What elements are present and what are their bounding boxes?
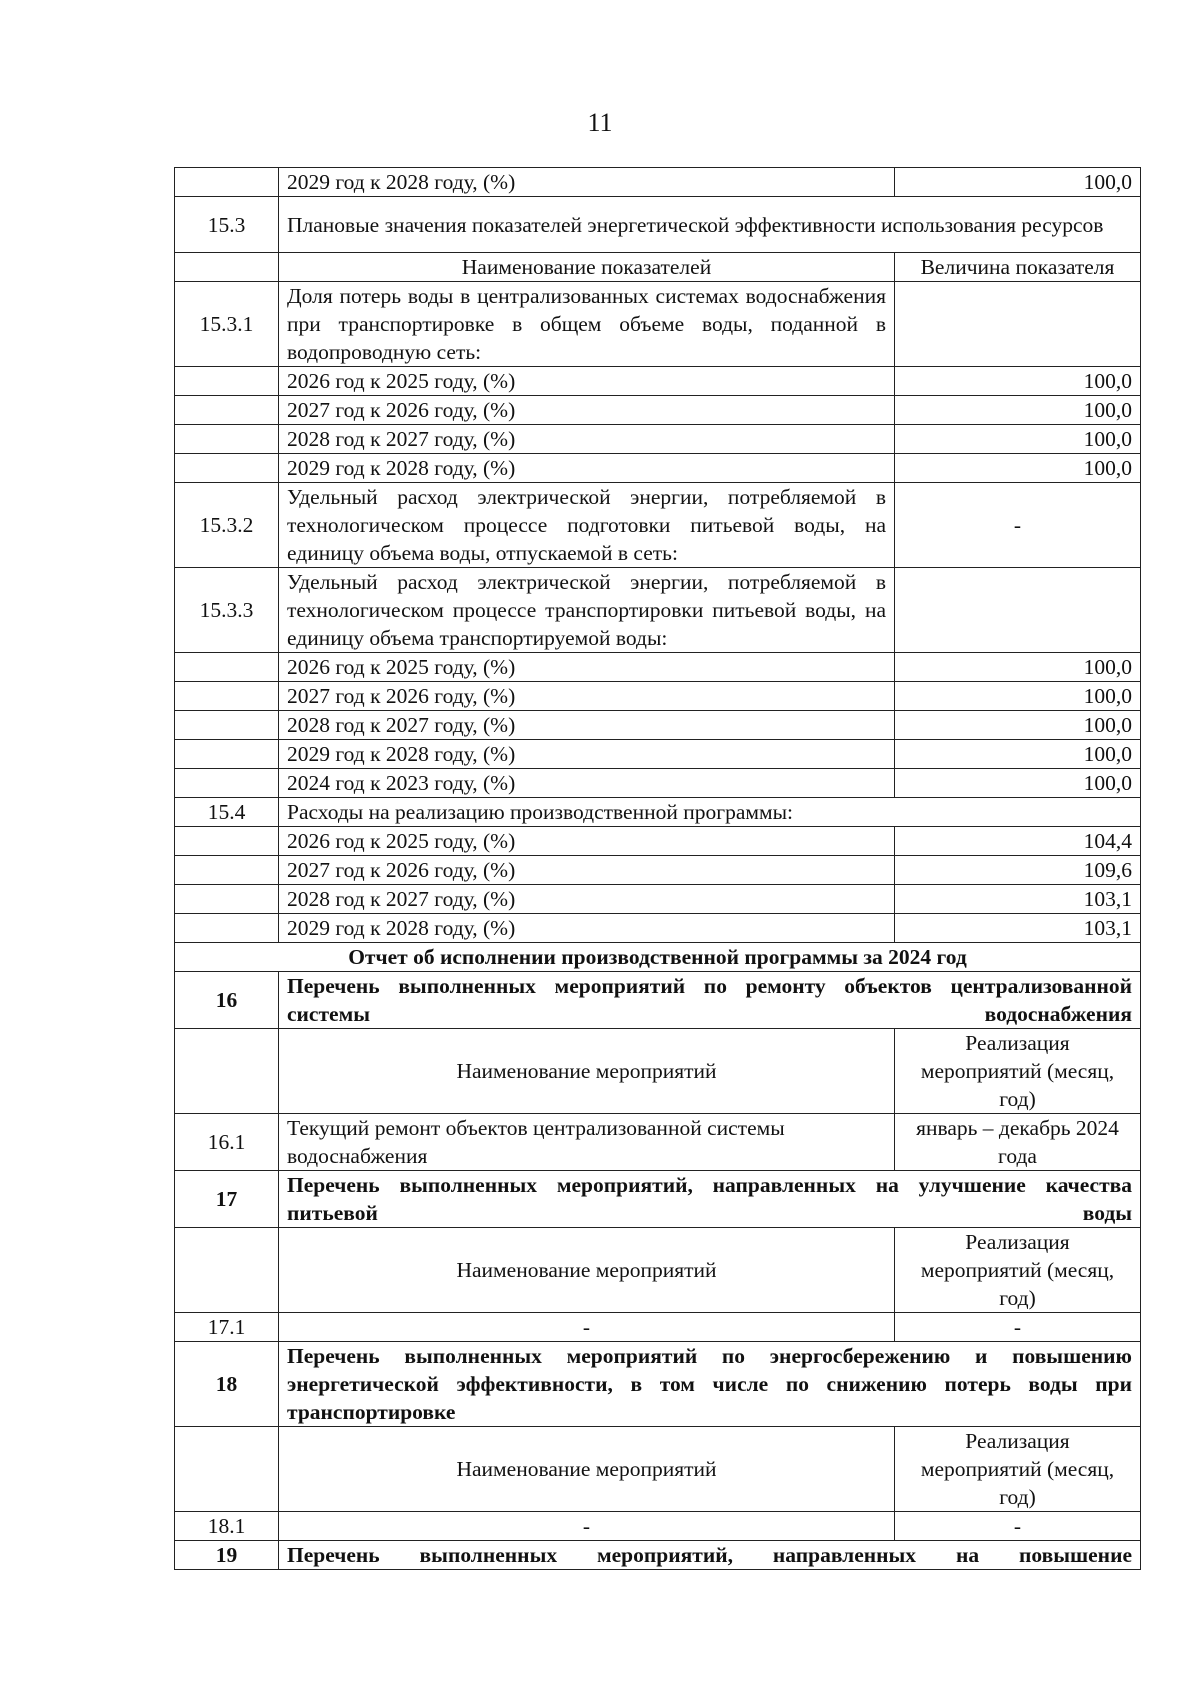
section-number: 15.3 xyxy=(175,197,279,253)
header-row xyxy=(175,253,1141,282)
indicator-value xyxy=(895,282,1141,367)
row-label: 2026 год к 2025 году, (%) xyxy=(279,653,895,682)
table-row xyxy=(175,653,1141,682)
row-number-cell xyxy=(175,914,279,943)
table-row xyxy=(175,827,1141,856)
indicator-number: 15.3.3 xyxy=(175,568,279,653)
section-title: Расходы на реализацию производственной программы: xyxy=(279,798,1141,827)
column-header-value: Величина показателя xyxy=(895,253,1141,282)
row-number-cell xyxy=(175,1427,279,1512)
row-number-cell xyxy=(175,396,279,425)
measure-number: 18.1 xyxy=(175,1512,279,1541)
report-title: Отчет об исполнении производственной программы за 2024 год xyxy=(175,943,1141,972)
row-label: 2028 год к 2027 году, (%) xyxy=(279,885,895,914)
section-row xyxy=(175,798,1141,827)
column-header-name: Наименование мероприятий xyxy=(279,1029,895,1114)
row-value: 100,0 xyxy=(895,454,1141,483)
header-row xyxy=(175,1427,1141,1512)
section-number: 17 xyxy=(175,1171,279,1228)
section-title: Перечень выполненных мероприятий по ремонту объектов централизованной системы водоснабжения xyxy=(279,972,1141,1029)
table-row xyxy=(175,856,1141,885)
section-title: Перечень выполненных мероприятий, направленных на улучшение качества питьевой воды xyxy=(279,1171,1141,1228)
row-label: 2028 год к 2027 году, (%) xyxy=(279,425,895,454)
row-number-cell xyxy=(175,653,279,682)
row-value: 100,0 xyxy=(895,653,1141,682)
indicator-value: - xyxy=(895,483,1141,568)
table-row xyxy=(175,396,1141,425)
row-label: 2028 год к 2027 году, (%) xyxy=(279,711,895,740)
program-table xyxy=(174,167,1141,1570)
measure-number: 16.1 xyxy=(175,1114,279,1171)
indicator-number: 15.3.2 xyxy=(175,483,279,568)
indicator-row xyxy=(175,568,1141,653)
section-number: 18 xyxy=(175,1342,279,1427)
table-row xyxy=(175,682,1141,711)
measure-text: - xyxy=(279,1313,895,1342)
row-number-cell xyxy=(175,740,279,769)
row-number-cell xyxy=(175,425,279,454)
measure-text: Текущий ремонт объектов централизованной системы водоснабжения xyxy=(279,1114,895,1171)
indicator-text: Доля потерь воды в централизованных системах водоснабжения при транспортировке в общем объеме воды, поданной в водопроводную сеть: xyxy=(279,282,895,367)
section-title: Перечень выполненных мероприятий, направленных на повышение xyxy=(279,1541,1141,1570)
row-label: 2027 год к 2026 году, (%) xyxy=(279,856,895,885)
row-value: 103,1 xyxy=(895,914,1141,943)
indicator-number: 15.3.1 xyxy=(175,282,279,367)
section-row xyxy=(175,1342,1141,1427)
row-value: 104,4 xyxy=(895,827,1141,856)
measure-number: 17.1 xyxy=(175,1313,279,1342)
row-label: 2029 год к 2028 году, (%) xyxy=(279,914,895,943)
row-label: 2026 год к 2025 году, (%) xyxy=(279,367,895,396)
row-label: 2029 год к 2028 году, (%) xyxy=(279,168,895,197)
indicator-text: Удельный расход электрической энергии, потребляемой в технологическом процессе подготовки питьевой воды, на единицу объема воды, отпускаемой в сеть: xyxy=(279,483,895,568)
row-label: 2029 год к 2028 году, (%) xyxy=(279,454,895,483)
table-row xyxy=(175,885,1141,914)
indicator-text: Удельный расход электрической энергии, потребляемой в технологическом процессе транспортировки питьевой воды, на единицу объема транспортируемой воды: xyxy=(279,568,895,653)
page-number: 11 xyxy=(587,108,613,137)
measure-period: - xyxy=(895,1313,1141,1342)
row-value: 100,0 xyxy=(895,367,1141,396)
section-row xyxy=(175,1541,1141,1570)
row-value: 103,1 xyxy=(895,885,1141,914)
row-value: 100,0 xyxy=(895,740,1141,769)
row-label: 2027 год к 2026 году, (%) xyxy=(279,682,895,711)
table-row xyxy=(175,454,1141,483)
section-row xyxy=(175,197,1141,253)
table-row xyxy=(175,769,1141,798)
header-row xyxy=(175,1228,1141,1313)
column-header-implementation: Реализация мероприятий (месяц, год) xyxy=(895,1228,1141,1313)
row-number-cell xyxy=(175,168,279,197)
table-row xyxy=(175,425,1141,454)
row-label: 2027 год к 2026 году, (%) xyxy=(279,396,895,425)
section-row xyxy=(175,972,1141,1029)
row-number-cell xyxy=(175,1228,279,1313)
measure-row xyxy=(175,1512,1141,1541)
row-label: 2029 год к 2028 году, (%) xyxy=(279,740,895,769)
row-number-cell xyxy=(175,769,279,798)
row-number-cell xyxy=(175,682,279,711)
row-value: 100,0 xyxy=(895,769,1141,798)
column-header-implementation: Реализация мероприятий (месяц, год) xyxy=(895,1029,1141,1114)
row-number-cell xyxy=(175,856,279,885)
row-value: 100,0 xyxy=(895,711,1141,740)
column-header-name: Наименование показателей xyxy=(279,253,895,282)
row-value: 109,6 xyxy=(895,856,1141,885)
table-row xyxy=(175,711,1141,740)
section-number: 19 xyxy=(175,1541,279,1570)
indicator-row xyxy=(175,483,1141,568)
section-number: 16 xyxy=(175,972,279,1029)
measure-row xyxy=(175,1114,1141,1171)
measure-period: - xyxy=(895,1512,1141,1541)
row-number-cell xyxy=(175,711,279,740)
row-number-cell xyxy=(175,454,279,483)
row-value: 100,0 xyxy=(895,682,1141,711)
row-value: 100,0 xyxy=(895,396,1141,425)
row-label: 2024 год к 2023 году, (%) xyxy=(279,769,895,798)
section-number: 15.4 xyxy=(175,798,279,827)
header-row xyxy=(175,1029,1141,1114)
table-row xyxy=(175,168,1141,197)
table-row xyxy=(175,914,1141,943)
table-row xyxy=(175,740,1141,769)
row-number-cell xyxy=(175,367,279,396)
column-header-implementation: Реализация мероприятий (месяц, год) xyxy=(895,1427,1141,1512)
row-number-cell xyxy=(175,1029,279,1114)
indicator-row xyxy=(175,282,1141,367)
row-number-cell xyxy=(175,885,279,914)
measure-text: - xyxy=(279,1512,895,1541)
column-header-name: Наименование мероприятий xyxy=(279,1228,895,1313)
column-header-name: Наименование мероприятий xyxy=(279,1427,895,1512)
measure-row xyxy=(175,1313,1141,1342)
table-row xyxy=(175,367,1141,396)
row-value: 100,0 xyxy=(895,168,1141,197)
measure-period: январь – декабрь 2024 года xyxy=(895,1114,1141,1171)
row-number-cell xyxy=(175,253,279,282)
report-title-row xyxy=(175,943,1141,972)
section-row xyxy=(175,1171,1141,1228)
section-title: Плановые значения показателей энергетической эффективности использования ресурсов xyxy=(279,197,1141,253)
row-number-cell xyxy=(175,827,279,856)
row-value: 100,0 xyxy=(895,425,1141,454)
section-title: Перечень выполненных мероприятий по энергосбережению и повышению энергетической эффективности, в том числе по снижению потерь воды при транспортировке xyxy=(279,1342,1141,1427)
indicator-value xyxy=(895,568,1141,653)
row-label: 2026 год к 2025 году, (%) xyxy=(279,827,895,856)
